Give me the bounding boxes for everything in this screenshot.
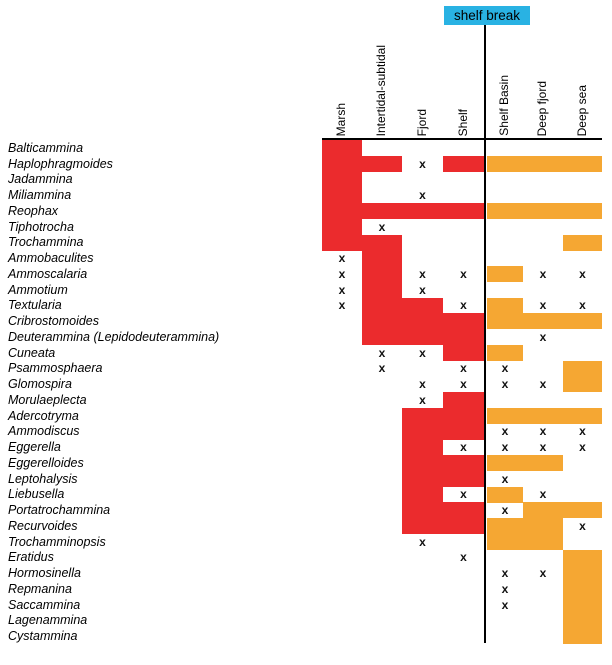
red-block-shelf xyxy=(443,203,484,219)
x-mark-fjord: x xyxy=(419,534,426,549)
x-mark-deep_sea: x xyxy=(579,298,586,313)
shelf-break-divider-line xyxy=(484,25,486,643)
taxon-label: Eratidus xyxy=(8,550,54,565)
orange-block-shelf_basin xyxy=(487,518,523,534)
x-mark-marsh: x xyxy=(338,266,346,281)
red-block-fjord xyxy=(402,455,443,471)
red-block-fjord xyxy=(402,313,443,329)
orange-block-deep_fjord xyxy=(523,534,563,550)
taxon-label: Miliammina xyxy=(8,188,72,203)
x-mark-deep_fjord: x xyxy=(539,298,547,313)
x-mark-marsh: x xyxy=(338,282,346,297)
orange-block-shelf_basin xyxy=(487,487,523,503)
red-block-intertidal xyxy=(362,266,402,282)
x-mark-deep_fjord: x xyxy=(539,424,547,439)
red-block-shelf xyxy=(443,345,484,361)
taxon-label: Saccammina xyxy=(8,597,81,612)
red-block-marsh xyxy=(322,172,362,188)
orange-block-deep_sea xyxy=(563,376,602,392)
x-mark-shelf_basin: x xyxy=(501,503,509,518)
red-block-intertidal xyxy=(362,313,402,329)
x-mark-shelf: x xyxy=(460,440,467,455)
taxon-label: Eggerelloides xyxy=(8,455,84,470)
orange-block-shelf_basin xyxy=(487,298,523,314)
x-mark-intertidal: x xyxy=(378,219,386,234)
x-mark-fjord: x xyxy=(419,392,426,407)
x-mark-fjord: x xyxy=(419,156,426,171)
x-mark-deep_fjord: x xyxy=(539,266,547,281)
taxon-label: Haplophragmoides xyxy=(8,156,113,171)
orange-block-shelf_basin xyxy=(487,345,523,361)
orange-block-deep_sea xyxy=(563,156,602,172)
taxon-label: Repmanina xyxy=(8,581,72,596)
taxon-label: Morulaeplecta xyxy=(8,392,87,407)
column-header-deep_fjord: Deep fjord xyxy=(535,80,549,136)
column-header-shelf_basin: Shelf Basin xyxy=(497,75,511,136)
x-mark-fjord: x xyxy=(419,282,426,297)
orange-block-deep_sea xyxy=(563,613,602,629)
red-block-fjord xyxy=(402,408,443,424)
red-block-shelf xyxy=(443,518,484,534)
x-mark-deep_sea: x xyxy=(579,440,586,455)
red-block-marsh xyxy=(322,187,362,203)
taxon-label: Tiphotrocha xyxy=(8,219,74,234)
red-block-shelf xyxy=(443,408,484,424)
red-block-fjord xyxy=(402,298,443,314)
x-mark-marsh: x xyxy=(338,251,346,266)
x-mark-deep_fjord: x xyxy=(539,377,547,392)
x-mark-shelf_basin: x xyxy=(501,424,509,439)
orange-block-deep_fjord xyxy=(523,408,563,424)
orange-block-deep_sea xyxy=(563,597,602,613)
red-block-fjord xyxy=(402,329,443,345)
red-block-intertidal xyxy=(362,329,402,345)
orange-block-shelf_basin xyxy=(487,203,523,219)
x-mark-shelf_basin: x xyxy=(501,377,509,392)
taxon-label: Ammodiscus xyxy=(8,424,80,439)
orange-block-deep_sea xyxy=(563,581,602,597)
orange-block-deep_sea xyxy=(563,408,602,424)
x-mark-deep_fjord: x xyxy=(539,329,547,344)
x-mark-fjord: x xyxy=(419,188,426,203)
red-block-fjord xyxy=(402,502,443,518)
red-block-intertidal xyxy=(362,298,402,314)
red-block-fjord xyxy=(402,487,443,503)
taxon-label: Deuterammina (Lepidodeuterammina) xyxy=(8,329,220,344)
x-mark-marsh: x xyxy=(338,298,346,313)
red-block-intertidal xyxy=(362,203,402,219)
orange-block-deep_sea xyxy=(563,550,602,566)
taxon-label: Psammosphaera xyxy=(8,361,103,376)
red-block-shelf xyxy=(443,502,484,518)
x-mark-deep_fjord: x xyxy=(539,566,547,581)
x-mark-shelf_basin: x xyxy=(501,581,509,596)
taxon-label: Ammoscalaria xyxy=(8,266,88,281)
x-mark-intertidal: x xyxy=(378,345,386,360)
orange-block-shelf_basin xyxy=(487,534,523,550)
x-mark-intertidal: x xyxy=(378,361,386,376)
taxon-label: Liebusella xyxy=(8,487,65,502)
red-block-shelf xyxy=(443,313,484,329)
taxon-label: Balticammina xyxy=(8,140,84,155)
taxon-label: Cystammina xyxy=(8,629,78,644)
orange-block-deep_fjord xyxy=(523,203,563,219)
shelf-break-badge: shelf break xyxy=(444,6,530,25)
orange-block-shelf_basin xyxy=(487,313,523,329)
x-mark-shelf: x xyxy=(460,550,467,565)
orange-block-deep_fjord xyxy=(523,455,563,471)
red-block-marsh xyxy=(322,235,362,251)
column-baseline xyxy=(322,138,602,140)
taxon-label: Ammotium xyxy=(8,282,68,297)
taxon-label: Glomospira xyxy=(8,377,72,392)
orange-block-shelf_basin xyxy=(487,156,523,172)
red-block-shelf xyxy=(443,392,484,408)
orange-block-shelf_basin xyxy=(487,455,523,471)
orange-block-deep_sea xyxy=(563,361,602,377)
column-header-deep_sea: Deep sea xyxy=(574,84,589,136)
taxon-label: Portatrochammina xyxy=(8,503,111,518)
orange-block-deep_fjord xyxy=(523,313,563,329)
red-block-intertidal xyxy=(362,235,402,251)
taxon-label: Jadammina xyxy=(8,172,73,187)
column-header-marsh: Marsh xyxy=(334,102,348,136)
red-block-marsh xyxy=(322,219,362,235)
taxon-label: Hormosinella xyxy=(8,566,81,581)
red-block-shelf xyxy=(443,471,484,487)
red-block-marsh xyxy=(322,140,362,156)
red-block-marsh xyxy=(322,203,362,219)
x-mark-shelf_basin: x xyxy=(501,440,509,455)
red-block-shelf xyxy=(443,156,484,172)
taxon-label: Cribrostomoides xyxy=(8,314,100,329)
taxon-label: Lagenammina xyxy=(8,613,88,628)
x-mark-deep_sea: x xyxy=(579,266,586,281)
red-block-marsh xyxy=(322,156,362,172)
column-header-intertidal: Intertidal-subtidal xyxy=(374,44,388,136)
x-mark-deep_sea: x xyxy=(579,424,586,439)
red-block-shelf xyxy=(443,424,484,440)
orange-block-shelf_basin xyxy=(487,408,523,424)
red-block-fjord xyxy=(402,518,443,534)
orange-block-deep_sea xyxy=(563,313,602,329)
x-mark-fjord: x xyxy=(419,345,426,360)
red-block-shelf xyxy=(443,329,484,345)
orange-block-shelf_basin xyxy=(487,266,523,282)
taxon-label: Recurvoides xyxy=(8,518,78,533)
x-mark-deep_sea: x xyxy=(579,518,586,533)
red-block-shelf xyxy=(443,455,484,471)
x-mark-shelf_basin: x xyxy=(501,597,509,612)
taxon-label: Reophax xyxy=(8,203,59,218)
taxon-label: Ammobaculites xyxy=(8,251,94,266)
x-mark-shelf: x xyxy=(460,361,467,376)
orange-block-deep_fjord xyxy=(523,156,563,172)
x-mark-deep_fjord: x xyxy=(539,487,547,502)
taxon-label: Cuneata xyxy=(8,345,56,360)
column-header-fjord: Fjord xyxy=(414,108,429,136)
column-header-shelf: Shelf xyxy=(455,108,470,136)
x-mark-shelf: x xyxy=(460,298,467,313)
red-block-fjord xyxy=(402,203,443,219)
red-block-intertidal xyxy=(362,250,402,266)
red-block-fjord xyxy=(402,439,443,455)
red-block-intertidal xyxy=(362,156,402,172)
x-mark-shelf_basin: x xyxy=(501,361,509,376)
x-mark-deep_fjord: x xyxy=(539,440,547,455)
taxon-label: Eggerella xyxy=(8,440,61,455)
taxon-label: Adercotryma xyxy=(8,408,79,423)
red-block-fjord xyxy=(402,424,443,440)
orange-block-deep_sea xyxy=(563,502,602,518)
orange-block-deep_sea xyxy=(563,235,602,251)
x-mark-shelf: x xyxy=(460,377,467,392)
orange-block-deep_sea xyxy=(563,203,602,219)
taxon-label: Textularia xyxy=(8,298,62,313)
orange-block-deep_sea xyxy=(563,565,602,581)
orange-block-deep_fjord xyxy=(523,502,563,518)
taxon-label: Trochamminopsis xyxy=(8,534,106,549)
taxon-label: Leptohalysis xyxy=(8,471,78,486)
x-mark-fjord: x xyxy=(419,266,426,281)
x-mark-shelf_basin: x xyxy=(501,566,509,581)
x-mark-fjord: x xyxy=(419,377,426,392)
red-block-intertidal xyxy=(362,282,402,298)
red-block-fjord xyxy=(402,471,443,487)
orange-block-deep_sea xyxy=(563,628,602,644)
x-mark-shelf_basin: x xyxy=(501,471,509,486)
x-mark-shelf: x xyxy=(460,487,467,502)
taxon-label: Trochammina xyxy=(8,235,84,250)
x-mark-shelf: x xyxy=(460,266,467,281)
orange-block-deep_fjord xyxy=(523,518,563,534)
